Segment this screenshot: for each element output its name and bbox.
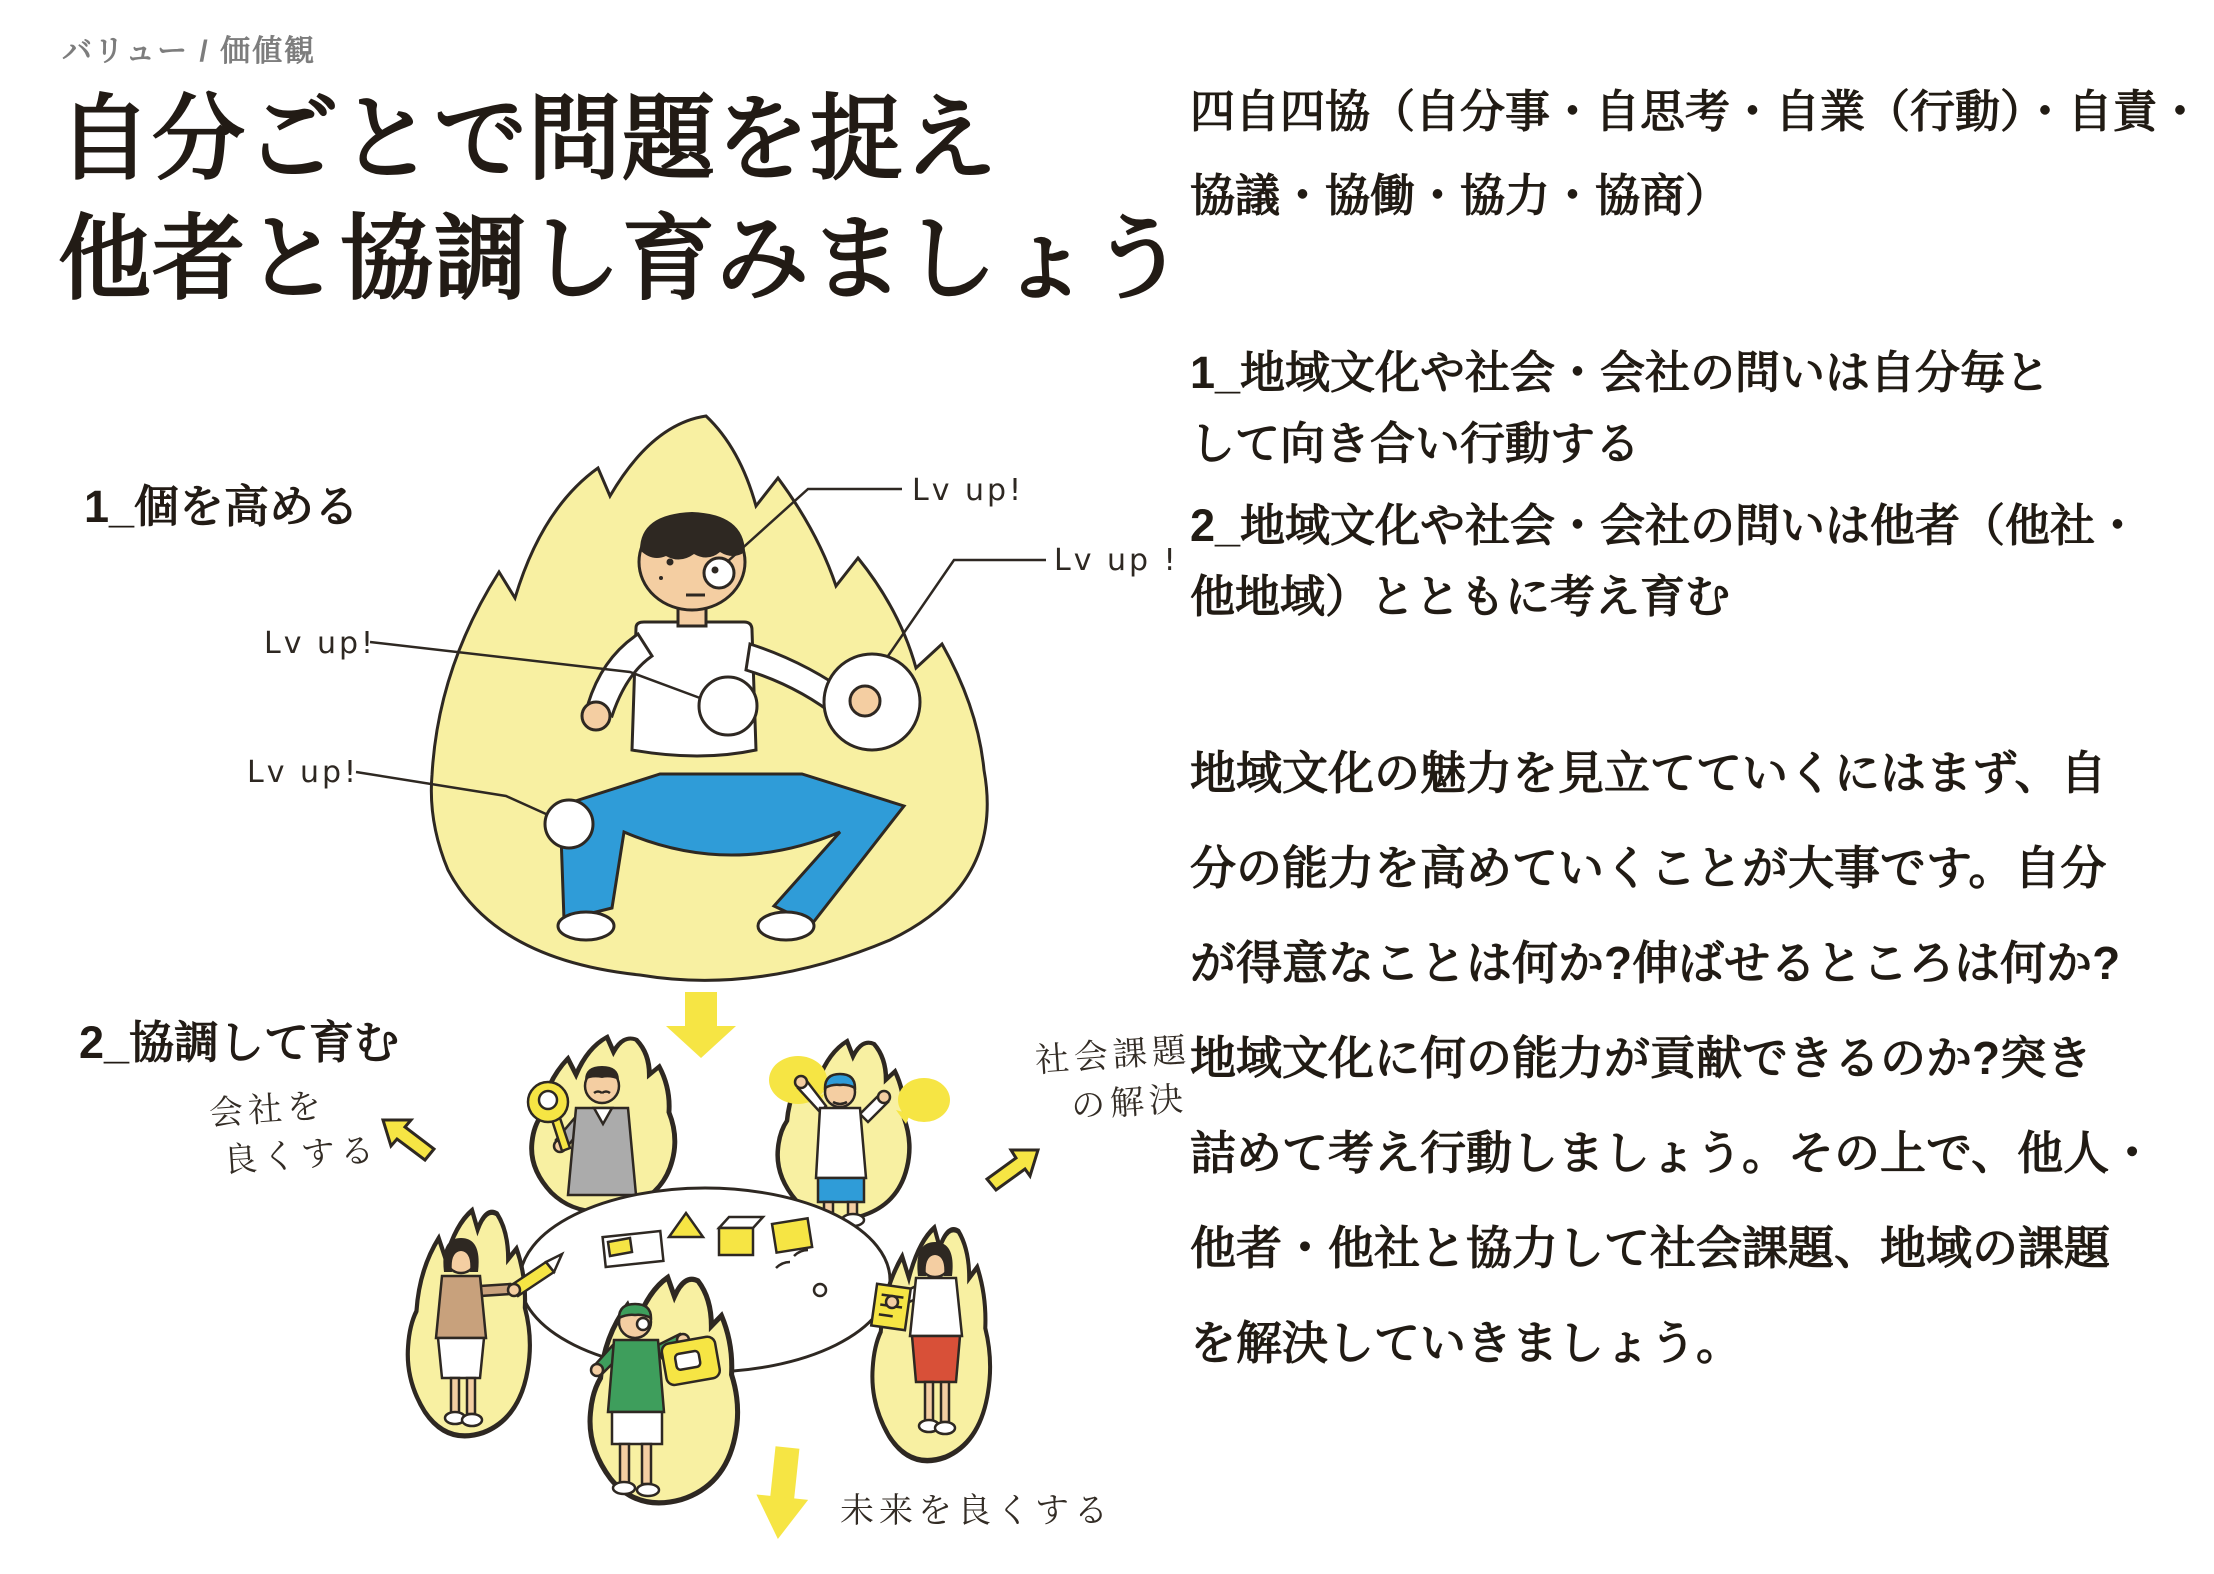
- paragraph-line: 四自四協（自分事・自思考・自業（行動）・自責・: [1190, 86, 2203, 137]
- up-left-arrow-icon: [383, 1120, 434, 1160]
- individual-growth-illustration: [200, 410, 1180, 990]
- lvup-label-top: Lv up!: [912, 473, 1025, 508]
- person-left-shoe: [558, 912, 614, 940]
- value-item-1: [1190, 337, 2200, 479]
- paragraph-line: が得意なことは何か?伸ばせるところは何か?: [1190, 937, 2121, 989]
- connector-line-right: [888, 560, 1046, 656]
- highlight-circle-knee: [545, 800, 593, 848]
- four-self-four-co-paragraph: [1190, 70, 2203, 238]
- paragraph-line: を解決していきましょう。: [1190, 1317, 1742, 1369]
- person-left-fist: [582, 702, 610, 730]
- page-title: [58, 79, 1186, 319]
- main-description-paragraph: [1190, 726, 2200, 1391]
- lvup-label-bottom-left: Lv up!: [247, 755, 360, 790]
- bottom-down-arrow-icon: [752, 1445, 813, 1542]
- label-solve-social-issues-line2: の解決: [1069, 1078, 1190, 1127]
- lvup-label-left: Lv up!: [264, 626, 377, 661]
- label-solve-social-issues-line1: 社会課題: [1033, 1030, 1193, 1081]
- monocle-circle: [704, 558, 734, 588]
- lvup-label-right: Lv up !: [1054, 543, 1179, 578]
- section-1-label: 1_個を高める: [84, 481, 360, 532]
- paragraph-line: 他地域）とともに考え育む: [1190, 571, 1731, 622]
- up-right-arrow-icon: [987, 1150, 1038, 1190]
- collaboration-illustration: [180, 990, 1220, 1574]
- paragraph-line: して向き合い行動する: [1190, 418, 1641, 469]
- value-item-2: [1190, 490, 2200, 632]
- person-right-fist: [850, 686, 880, 716]
- person-mole: [659, 576, 663, 580]
- down-arrow-icon: [666, 992, 736, 1058]
- page-title-line2: 他者と協調し育みましょう: [58, 207, 1186, 311]
- monocle-dot: [712, 567, 719, 574]
- paragraph-line: 詰めて考え行動しましょう。その上で、他人・: [1190, 1127, 2156, 1179]
- paragraph-line: 地域文化に何の能力が貢献できるのか?突き: [1190, 1032, 2093, 1084]
- section-2-label: 2_協調して育む: [79, 1017, 400, 1068]
- page-category-label: バリュー / 価値観: [62, 35, 317, 68]
- person-right-shoe: [758, 912, 814, 940]
- paragraph-line: 分の能力を高めていくことが大事です。自分: [1190, 842, 2107, 894]
- paragraph-line: 1_地域文化や社会・会社の問いは自分毎と: [1190, 347, 2051, 398]
- paragraph-line: 地域文化の魅力を見立てていくにはまず、自: [1190, 747, 2107, 799]
- person-left-eye: [667, 559, 674, 566]
- paragraph-line: 協議・協働・協力・協商）: [1190, 170, 1731, 221]
- paragraph-line: 他者・他社と協力して社会課題、地域の課題: [1190, 1222, 2110, 1274]
- paragraph-line: 2_地域文化や社会・会社の問いは他者（他社・: [1190, 500, 2141, 551]
- label-improve-future: 未来を良くする: [840, 1491, 1113, 1531]
- label-improve-company-line2: 良くする: [221, 1130, 381, 1181]
- highlight-circle-chest: [699, 677, 757, 735]
- label-improve-company-line1: 会社を: [207, 1085, 328, 1134]
- page-title-line1: 自分ごとで問題を捉え: [58, 87, 998, 191]
